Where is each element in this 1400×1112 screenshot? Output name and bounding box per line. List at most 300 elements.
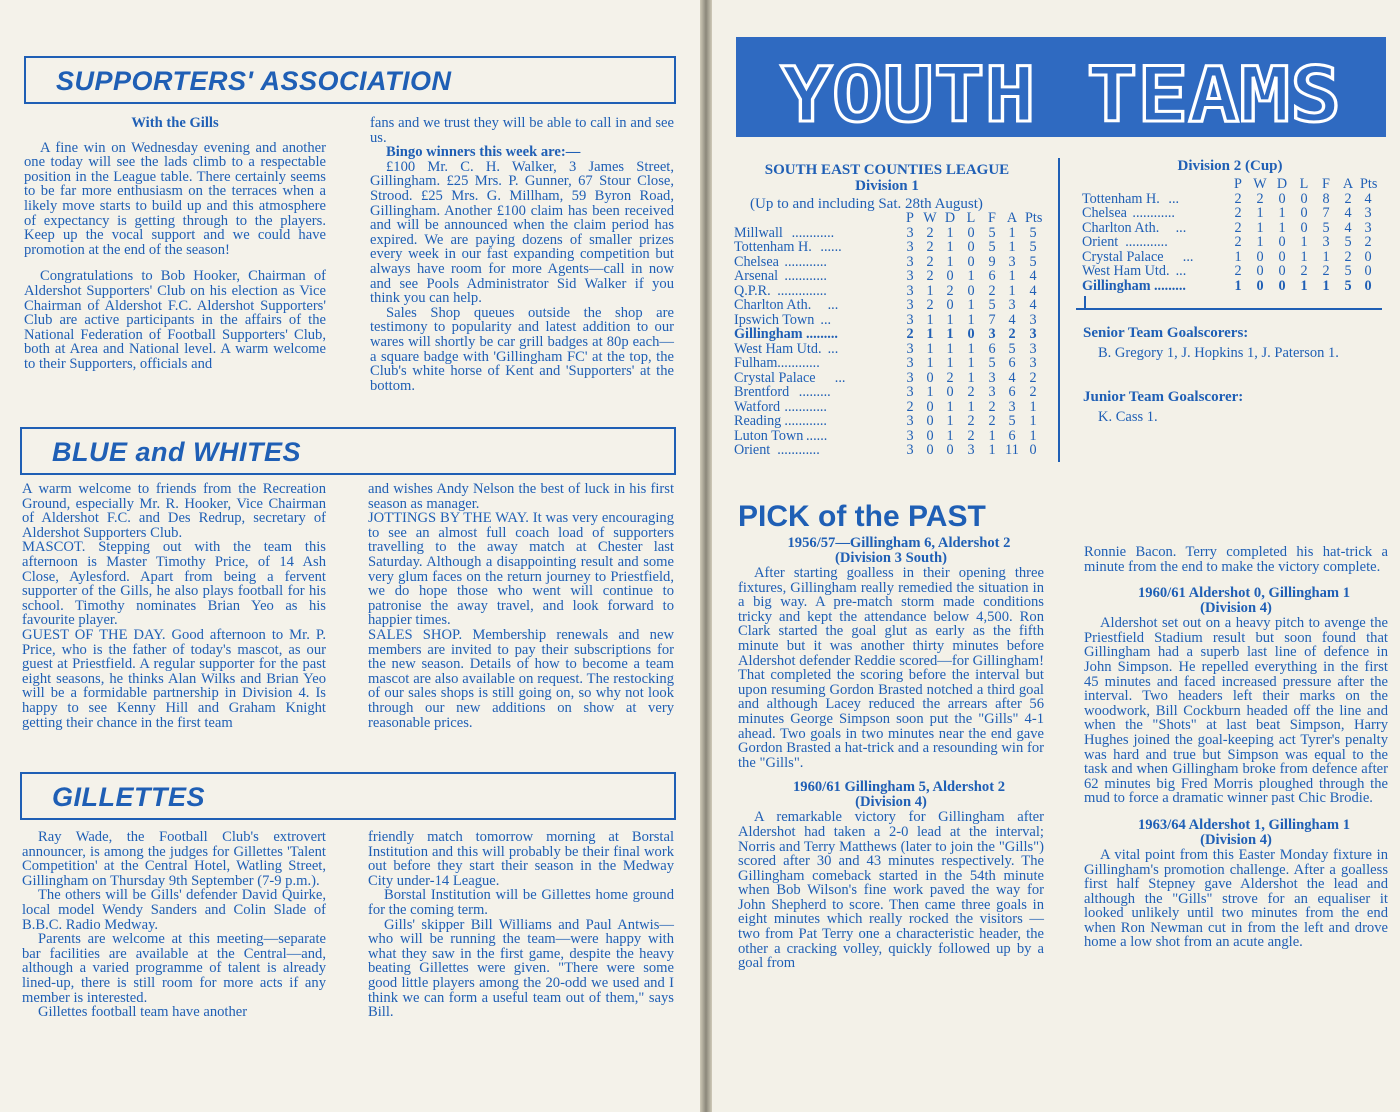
column-header: D xyxy=(944,210,956,226)
table-cell: 4 xyxy=(1008,311,1016,328)
table-cell: 1 xyxy=(946,355,954,371)
team-name: Fulham xyxy=(734,355,778,371)
table-cell: 1 xyxy=(967,355,975,371)
leader-dots: ...... xyxy=(820,239,842,255)
table-cell: 3 xyxy=(1029,340,1037,357)
table-cell: 2 xyxy=(1364,234,1372,250)
table-cell: 1 xyxy=(926,384,934,400)
match-title-line: 1960/61 Aldershot 0, Gillingham 1 xyxy=(1137,585,1351,602)
table-cell: 2 xyxy=(1008,326,1016,342)
table-cell: 2 xyxy=(1234,234,1242,250)
table-cell: 2 xyxy=(1234,219,1242,236)
blue-whites-para: and wishes Andy Nelson the best of luck in his first season as manager. xyxy=(368,481,674,512)
table-cell: 1 xyxy=(1256,219,1264,236)
table-cell: 0 xyxy=(1278,248,1286,265)
table-cell: 1 xyxy=(946,239,954,255)
table-cell: 0 xyxy=(946,268,954,284)
gillettes-para: Borstal Institution will be Gillettes home ground for the coming term. xyxy=(368,887,674,918)
table-cell: 5 xyxy=(1344,263,1352,279)
supporters-subheading: With the Gills xyxy=(131,115,219,131)
leader-dots: ... xyxy=(1175,219,1187,236)
table-cell: 1 xyxy=(967,398,975,415)
team-name: Gillingham xyxy=(1082,277,1151,294)
table-cell: 3 xyxy=(906,427,914,444)
table-cell: 1 xyxy=(1234,277,1242,294)
table-row xyxy=(734,327,1044,342)
table-cell: 2 xyxy=(988,398,996,415)
table-cell: 3 xyxy=(988,326,996,342)
table-row xyxy=(734,400,1044,415)
table-cell: 1 xyxy=(1278,219,1286,236)
table-cell: 2 xyxy=(1344,248,1352,265)
table-cell: 1 xyxy=(988,427,996,444)
table-cell: 9 xyxy=(988,253,996,270)
table-cell: 3 xyxy=(1029,311,1037,328)
table-cell: 1 xyxy=(1256,234,1264,250)
senior-goalscorers-title: Senior Team Goalscorers: xyxy=(1083,325,1249,341)
table-cell: 3 xyxy=(906,384,914,400)
team-name: Ipswich Town xyxy=(734,311,815,328)
page-gutter xyxy=(700,0,712,1112)
column-header: W xyxy=(1253,176,1267,192)
match-title-line: 1960/61 Gillingham 5, Aldershot 2 xyxy=(792,779,1006,796)
column-header: F xyxy=(1322,176,1330,192)
banner-title: YOUTH TEAMS xyxy=(781,50,1341,137)
team-name: Charlton Ath. xyxy=(734,297,812,313)
table-cell: 5 xyxy=(988,224,996,241)
youth-teams-banner xyxy=(736,37,1386,137)
table-cell: 1 xyxy=(946,413,954,429)
right-page xyxy=(712,0,1400,1112)
team-name: Luton Town xyxy=(734,427,804,444)
table-cell: 5 xyxy=(1008,413,1016,429)
team-name: West Ham Utd. xyxy=(1082,263,1170,279)
table-cell: 2 xyxy=(946,282,954,299)
div2-table xyxy=(1082,177,1382,293)
table-cell: 0 xyxy=(967,224,975,241)
team-name: Brentford xyxy=(734,384,790,400)
table-cell: 0 xyxy=(967,282,975,299)
table-row xyxy=(1082,221,1382,236)
table-cell: 0 xyxy=(1256,248,1264,265)
table-cell: 6 xyxy=(1008,355,1016,371)
table-cell: 7 xyxy=(1322,205,1330,221)
leader-dots: ............ xyxy=(1132,205,1175,221)
table-cell: 4 xyxy=(1029,297,1037,313)
table-cell: 2 xyxy=(1322,263,1330,279)
table-cell: 2 xyxy=(988,282,996,299)
table-cell: 5 xyxy=(1029,253,1037,270)
table-cell: 0 xyxy=(1300,205,1308,221)
table-cell: 2 xyxy=(946,369,954,386)
table-cell: 1 xyxy=(1008,224,1016,241)
table-cell: 2 xyxy=(1234,190,1242,207)
leader-dots: ............ xyxy=(1125,234,1168,250)
blue-whites-para: A warm welcome to friends from the Recreation Ground, especially Mr. R. Hooker, Vice Chairman of Aldershot F.C. and Des Redrup, secretary of Aldershot Supporters Club. xyxy=(22,481,326,541)
table-cell: 2 xyxy=(926,297,934,313)
divider-vertical xyxy=(1058,158,1060,462)
leader-dots: ...... xyxy=(806,427,828,444)
table-cell: 0 xyxy=(926,442,934,458)
leader-dots: ......... xyxy=(1154,277,1186,294)
team-name: Orient xyxy=(1082,234,1119,250)
leader-dots: ......... xyxy=(798,384,831,400)
table-cell: 2 xyxy=(906,326,914,342)
match-title-line: 1956/57—Gillingham 6, Aldershot 2 xyxy=(787,535,1011,551)
table-row xyxy=(734,226,1044,241)
table-cell: 3 xyxy=(1008,297,1016,313)
table-cell: 5 xyxy=(1029,224,1037,241)
junior-goalscorer-title: Junior Team Goalscorer: xyxy=(1083,389,1244,405)
table-cell: 0 xyxy=(1278,190,1286,207)
match-title xyxy=(738,536,1044,566)
leader-dots: ............ xyxy=(777,355,820,371)
table-cell: 2 xyxy=(967,384,975,400)
table-cell: 0 xyxy=(967,253,975,270)
table-cell: 3 xyxy=(1029,355,1037,371)
gillettes-col-1 xyxy=(22,830,326,1020)
table-cell: 3 xyxy=(906,224,914,241)
gillettes-heading: GILLETTES xyxy=(52,782,205,812)
gillettes-para: Gillettes football team have another xyxy=(38,1004,248,1021)
leader-dots: ............ xyxy=(784,253,827,270)
table-cell: 3 xyxy=(906,355,914,371)
supporters-heading-box xyxy=(24,56,676,104)
divider-horizontal xyxy=(1076,308,1382,310)
table-cell: 2 xyxy=(1029,369,1037,386)
table-cell: 3 xyxy=(906,282,914,299)
leader-dots: .............. xyxy=(777,282,827,299)
youth-teams-banner-art xyxy=(736,37,1386,137)
table-cell: 1 xyxy=(1008,268,1016,284)
divider-tick xyxy=(1084,296,1094,308)
team-name: Charlton Ath. xyxy=(1082,219,1160,236)
match-report: Aldershot set out on a heavy pitch to avenge the Priestfield Stadium result but soon found that Gillingham had a superb last line of defence in John Simpson. He repelled everything in the first 45 minutes and faced increased pressure after the interval. Two headers left their marks on the woodwork, Bill Cockburn headed off the line and when the "Shots" at last beat Simpson, Harry Hughes joined the goal-keeping act Tyrer's penalty was hard and true but Simpson was equal to the task and when Gillingham broke from defence after 62 minutes big Fred Morris ploughed through the mud to force a dramatic winner past Chic Brodie. xyxy=(1084,615,1388,807)
table-row xyxy=(1082,235,1382,250)
blue-whites-para: MASCOT. Stepping out with the team this afternoon is Master Timothy Price, of 14 Ash Close, Aylesford. Apart from being a fervent supporter of the Gills, he also plays football for his school. Timothy nominates Brian Yeo as his favourite player. xyxy=(22,539,326,629)
column-header: F xyxy=(988,210,996,226)
table-cell: 6 xyxy=(988,340,996,357)
match-title xyxy=(1084,586,1388,616)
table-cell: 4 xyxy=(1364,190,1372,207)
table-row xyxy=(734,269,1044,284)
table-cell: 6 xyxy=(1008,427,1016,444)
table-cell: 1 xyxy=(1322,248,1330,265)
table-row xyxy=(734,371,1044,386)
table-cell: 2 xyxy=(1234,205,1242,221)
table-row xyxy=(734,284,1044,299)
table-cell: 5 xyxy=(988,355,996,371)
table-cell: 11 xyxy=(1005,442,1019,458)
gillettes-para: Gills' skipper Bill Williams and Paul Antwis—who will be running the team—were happy with what they saw in the first game, despite the heavy beating Gillettes were given. "There were some good little players among the 20-odd we used and I think we can form a useful team out of them," says Bill. xyxy=(368,916,674,1021)
leader-dots: ............ xyxy=(791,224,835,241)
match-division: (Division 4) xyxy=(855,794,927,811)
table-cell: 8 xyxy=(1322,190,1330,207)
team-name: Q.P.R. xyxy=(734,282,771,299)
table-cell: 0 xyxy=(926,427,934,444)
table-header-row xyxy=(1082,177,1382,192)
table-cell: 0 xyxy=(1364,277,1372,294)
table-cell: 3 xyxy=(1029,326,1037,342)
gillettes-para: friendly match tomorrow morning at Borstal Institution and this will probably be their final work out before they start their season in the Medway City under-14 League. xyxy=(368,829,674,889)
match-division: (Division 3 South) xyxy=(835,550,947,566)
table-cell: 1 xyxy=(988,442,996,458)
table-cell: 5 xyxy=(1322,219,1330,236)
table-cell: 2 xyxy=(988,413,996,429)
table-cell: 3 xyxy=(988,369,996,386)
leader-dots: ............ xyxy=(784,268,827,284)
table-cell: 3 xyxy=(906,239,914,255)
supporters-col-1 xyxy=(24,116,326,372)
table-cell: 0 xyxy=(1300,219,1308,236)
column-header: D xyxy=(1276,176,1288,192)
table-cell: 1 xyxy=(967,311,975,328)
gillettes-heading-box xyxy=(20,772,676,820)
table-cell: 3 xyxy=(906,311,914,328)
secl-title: SOUTH EAST COUNTIES LEAGUE xyxy=(764,162,1010,178)
blue-whites-para: SALES SHOP. Membership renewals and new members are invited to pay their subscriptions for the new season. Details of how to become a team mascot are also available on request. The restocking of our sales shops is still going on, so why not look through our new additions on show at very reasonable prices. xyxy=(368,626,674,731)
table-row xyxy=(1082,264,1382,279)
table-cell: 1 xyxy=(967,297,975,313)
table-cell: 2 xyxy=(1234,263,1242,279)
table-cell: 0 xyxy=(1364,263,1372,279)
table-cell: 3 xyxy=(967,442,975,458)
team-name: Reading xyxy=(734,413,782,429)
table-cell: 1 xyxy=(946,311,954,328)
table-cell: 1 xyxy=(1008,282,1016,299)
table-cell: 3 xyxy=(1008,253,1016,270)
leader-dots: ............ xyxy=(784,398,827,415)
table-cell: 3 xyxy=(906,268,914,284)
team-name: Gillingham xyxy=(734,326,803,342)
team-name: Arsenal xyxy=(734,268,779,284)
pick-col-1 xyxy=(738,536,1044,971)
team-name: Crystal Palace xyxy=(1082,248,1164,265)
gillettes-para: Ray Wade, the Football Club's extrovert announcer, is among the judges for Gillettes 'Talent Competition' at the Central Hotel, Watling Street, Gillingham on Thursday 9th September (7-9 p.m.). xyxy=(22,829,326,889)
gillettes-col-2 xyxy=(368,830,674,1020)
blue-whites-heading-box xyxy=(20,427,676,475)
blue-whites-heading: BLUE and WHITES xyxy=(52,437,301,467)
table-cell: 3 xyxy=(1008,398,1016,415)
bingo-heading: Bingo winners this week are:— xyxy=(386,144,581,161)
secl-date-line: (Up to and including Sat. 28th August) xyxy=(750,196,983,212)
table-cell: 2 xyxy=(926,268,934,284)
table-cell: 0 xyxy=(967,326,975,342)
team-name: Orient xyxy=(734,442,771,458)
supporters-col-2 xyxy=(370,116,674,393)
table-cell: 7 xyxy=(988,311,996,328)
leader-dots: ... xyxy=(834,369,846,386)
match-title xyxy=(738,780,1044,810)
table-cell: 3 xyxy=(906,297,914,313)
table-cell: 5 xyxy=(1344,234,1352,250)
table-cell: 1 xyxy=(926,326,934,342)
leader-dots: ............ xyxy=(777,442,820,458)
match-title xyxy=(1084,818,1388,848)
match-division: (Division 4) xyxy=(1200,600,1272,617)
team-name: Tottenham H. xyxy=(734,239,812,255)
table-cell: 1 xyxy=(967,268,975,284)
table-cell: 5 xyxy=(988,239,996,255)
table-row xyxy=(734,298,1044,313)
pick-of-the-past-heading: PICK of the PAST xyxy=(738,500,986,533)
table-row xyxy=(734,255,1044,270)
leader-dots: ............ xyxy=(784,413,827,429)
table-row xyxy=(734,429,1044,444)
senior-goalscorers-text: B. Gregory 1, J. Hopkins 1, J. Paterson 1. xyxy=(1098,345,1339,361)
secl-table xyxy=(734,211,1044,458)
table-cell: 1 xyxy=(1008,239,1016,255)
leader-dots: ... xyxy=(1175,263,1187,279)
table-cell: 1 xyxy=(1029,413,1037,429)
table-cell: 3 xyxy=(906,442,914,458)
column-header: Pts xyxy=(1025,210,1043,226)
table-cell: 1 xyxy=(946,326,954,342)
table-row xyxy=(1082,279,1382,294)
match-report: Ronnie Bacon. Terry completed his hat-trick a minute from the end to make the victory complete. xyxy=(1084,544,1388,575)
match-report: A remarkable victory for Gillingham after Aldershot had taken a 2-0 lead at the interval; Norris and Terry Matthews (later to join the "Gills") scored after 30 and 43 minutes respectively. The Gillingham comeback started in the 54th minute when Bob Wilson's fine work paved the way for John Shepherd to score. Then came three goals in eight minutes which really rocked the visitors — two from Pat Terry one a characteristic header, the other a cracking volley, quickly followed up by a goal from xyxy=(738,809,1044,972)
table-cell: 1 xyxy=(1029,398,1037,415)
leader-dots: ... xyxy=(1182,248,1194,265)
column-header: L xyxy=(1299,176,1309,192)
table-cell: 2 xyxy=(926,253,934,270)
blue-whites-para: JOTTINGS BY THE WAY. It was very encouraging to see an almost full coach load of supporters travelling to the away match at Chester last Saturday. Although a disappointing result and some very glum faces on the return journey to Priestfield, we do hope those who went will continue to patronise the away travel, and look forward to happier times. xyxy=(368,510,674,629)
supporters-para: Sales Shop queues outside the shop are testimony to popularity and latest addition to our wares will shortly be car grill badges at 80p each—a square badge with 'Gillingham FC' at the top, the Club's white horse of Kent and 'Supporters' at the bottom. xyxy=(370,304,674,394)
table-cell: 1 xyxy=(1300,234,1308,250)
column-header: P xyxy=(1234,176,1242,192)
table-cell: 1 xyxy=(967,369,975,386)
table-cell: 6 xyxy=(1008,384,1016,400)
leader-dots: ... xyxy=(820,311,832,328)
table-cell: 0 xyxy=(926,369,934,386)
table-cell: 2 xyxy=(1029,384,1037,400)
table-cell: 3 xyxy=(906,253,914,270)
gillettes-para: Parents are welcome at this meeting—separate bar facilities are available at the Central—and, although a varied programme of talent is already lined-up, there is still room for more acts if any member is interested. xyxy=(22,931,326,1006)
table-cell: 5 xyxy=(988,297,996,313)
table-cell: 2 xyxy=(926,224,934,241)
table-cell: 1 xyxy=(1278,205,1286,221)
table-cell: 0 xyxy=(946,297,954,313)
table-cell: 4 xyxy=(1344,219,1352,236)
table-cell: 0 xyxy=(1029,442,1037,458)
team-name: Watford xyxy=(734,398,781,415)
table-row xyxy=(1082,206,1382,221)
table-cell: 1 xyxy=(1256,205,1264,221)
team-name: Tottenham H. xyxy=(1082,190,1160,207)
table-cell: 1 xyxy=(967,340,975,357)
supporters-para: Congratulations to Bob Hooker, Chairman of Aldershot Supporters' Club on his election as Vice Chairman of Aldershot F.C. Aldershot Supporters' Club are active participants in the affairs of the National Federation of Football Supporters' Club, both at Area and National level. A warm welcome to their Supporters, officials and xyxy=(24,268,326,372)
table-cell: 5 xyxy=(1344,277,1352,294)
table-cell: 3 xyxy=(906,369,914,386)
table-cell: 4 xyxy=(1029,268,1037,284)
table-cell: 1 xyxy=(1234,248,1242,265)
table-cell: 2 xyxy=(1344,190,1352,207)
table-row xyxy=(1082,192,1382,207)
leader-dots: ... xyxy=(827,297,839,313)
column-header: P xyxy=(906,210,914,226)
supporters-para: £100 Mr. C. H. Walker, 3 James Street, Gillingham. £25 Mrs. P. Gunner, 67 Stour Close, Strood. £25 Mrs. G. Millham, 59 Byron Road, Gillingham. Another £100 claim has been received and will be announced when the claim period has expired. We are paying dozens of smaller prizes every week in our fast expanding competition but always have room for more Agents—call in now and see Pools Administrator Sid Walker if you think you can help. xyxy=(370,158,674,307)
table-cell: 0 xyxy=(1278,263,1286,279)
table-cell: 0 xyxy=(1364,248,1372,265)
table-cell: 1 xyxy=(946,253,954,270)
secl-division: Division 1 xyxy=(855,178,919,194)
match-title-line: 1963/64 Aldershot 1, Gillingham 1 xyxy=(1137,816,1351,833)
table-cell: 0 xyxy=(1300,190,1308,207)
table-cell: 3 xyxy=(906,340,914,357)
table-row xyxy=(734,414,1044,429)
junior-goalscorer-text: K. Cass 1. xyxy=(1098,409,1158,425)
table-cell: 0 xyxy=(926,413,934,429)
table-cell: 3 xyxy=(1322,234,1330,250)
table-row xyxy=(734,342,1044,357)
table-row xyxy=(734,240,1044,255)
table-cell: 4 xyxy=(1029,282,1037,299)
table-cell: 2 xyxy=(967,427,975,444)
table-cell: 2 xyxy=(906,398,914,415)
column-header: A xyxy=(1342,176,1354,192)
leader-dots: ... xyxy=(827,340,839,357)
column-header: L xyxy=(966,210,976,226)
team-name: Millwall xyxy=(734,224,783,241)
table-cell: 1 xyxy=(1029,427,1037,444)
supporters-para: A fine win on Wednesday evening and another one today will see the lads climb to a respectable position in the League table. There certainly seems to be far more enthusiasm on the terraces when a likely move starts to build up and this atmosphere of expectancy is getting through to the players. Keep up the vocal support and we could have promotion at the end of the season! xyxy=(24,139,326,258)
table-cell: 0 xyxy=(926,398,934,415)
table-cell: 6 xyxy=(988,268,996,284)
table-cell: 4 xyxy=(1344,205,1352,221)
blue-whites-col-1 xyxy=(22,482,326,730)
table-cell: 2 xyxy=(967,413,975,429)
secl-title-block xyxy=(732,162,1042,194)
column-header: A xyxy=(1006,210,1018,226)
table-cell: 0 xyxy=(967,239,975,255)
table-row xyxy=(734,313,1044,328)
table-cell: 1 xyxy=(926,355,934,371)
table-row xyxy=(1082,250,1382,265)
team-name: Chelsea xyxy=(734,253,779,270)
table-row xyxy=(734,356,1044,371)
table-cell: 0 xyxy=(946,384,954,400)
table-cell: 0 xyxy=(1278,277,1286,294)
table-cell: 0 xyxy=(1256,277,1264,294)
table-cell: 1 xyxy=(946,340,954,357)
table-cell: 3 xyxy=(988,384,996,400)
table-cell: 1 xyxy=(926,282,934,299)
leader-dots: ......... xyxy=(806,326,838,342)
table-cell: 4 xyxy=(1008,369,1016,386)
match-report: After starting goalless in their opening three fixtures, Gillingham really remedied the situation in a big way. A pre-match storm made conditions tricky and kept the attendance below 4,500. Ron Clark started the goal glut as early as the fifth minute but it was another thirty minutes before Aldershot defender Reddie scored—for Gillingham! That completed the scoring before the interval but upon resuming Gordon Brasted notched a third goal and although Lacey reduced the arrears after 56 minutes George Simpson soon put the "Gills" 4-1 ahead. Two goals in two minutes near the end gave Gordon Brasted a hat-trick and a resounding win for the "Gills". xyxy=(738,565,1044,771)
blue-whites-para: GUEST OF THE DAY. Good afternoon to Mr. P. Price, who is the father of today's mascot, as our guest at Priestfield. A regular supporter for the past eight seasons, he thinks Alan Wilks and Brian Yeo will be a formidable partnership in Division 4. Is happy to see Kenny Hill and Graham Knight getting their chance in the first team xyxy=(22,626,326,731)
table-cell: 2 xyxy=(1256,190,1264,207)
supporters-heading: SUPPORTERS' ASSOCIATION xyxy=(56,66,452,96)
table-row xyxy=(734,443,1044,458)
pick-col-2 xyxy=(1084,545,1388,950)
table-cell: 1 xyxy=(946,224,954,241)
table-header-row xyxy=(734,211,1044,226)
table-cell: 0 xyxy=(946,442,954,458)
match-report: A vital point from this Easter Monday fixture in Gillingham's promotion challenge. After a goalless first half Stepney gave Aldershot the lead and although the "Gills" strove for an equaliser it looked unlikely until two minutes from the end when Ron Newman cut in from the left and drove home a low shot from an acute angle. xyxy=(1084,846,1388,951)
table-cell: 3 xyxy=(1364,219,1372,236)
table-cell: 1 xyxy=(1300,277,1308,294)
table-cell: 0 xyxy=(1278,234,1286,250)
table-row xyxy=(734,385,1044,400)
table-cell: 1 xyxy=(946,398,954,415)
gillettes-para: The others will be Gills' defender David Quirke, local model Wendy Sanders and Colin Slade of B.B.C. Radio Medway. xyxy=(22,887,326,933)
team-name: Crystal Palace xyxy=(734,369,816,386)
table-cell: 5 xyxy=(1008,340,1016,357)
table-cell: 0 xyxy=(1256,263,1264,279)
table-cell: 3 xyxy=(1364,205,1372,221)
match-division: (Division 4) xyxy=(1200,831,1272,848)
